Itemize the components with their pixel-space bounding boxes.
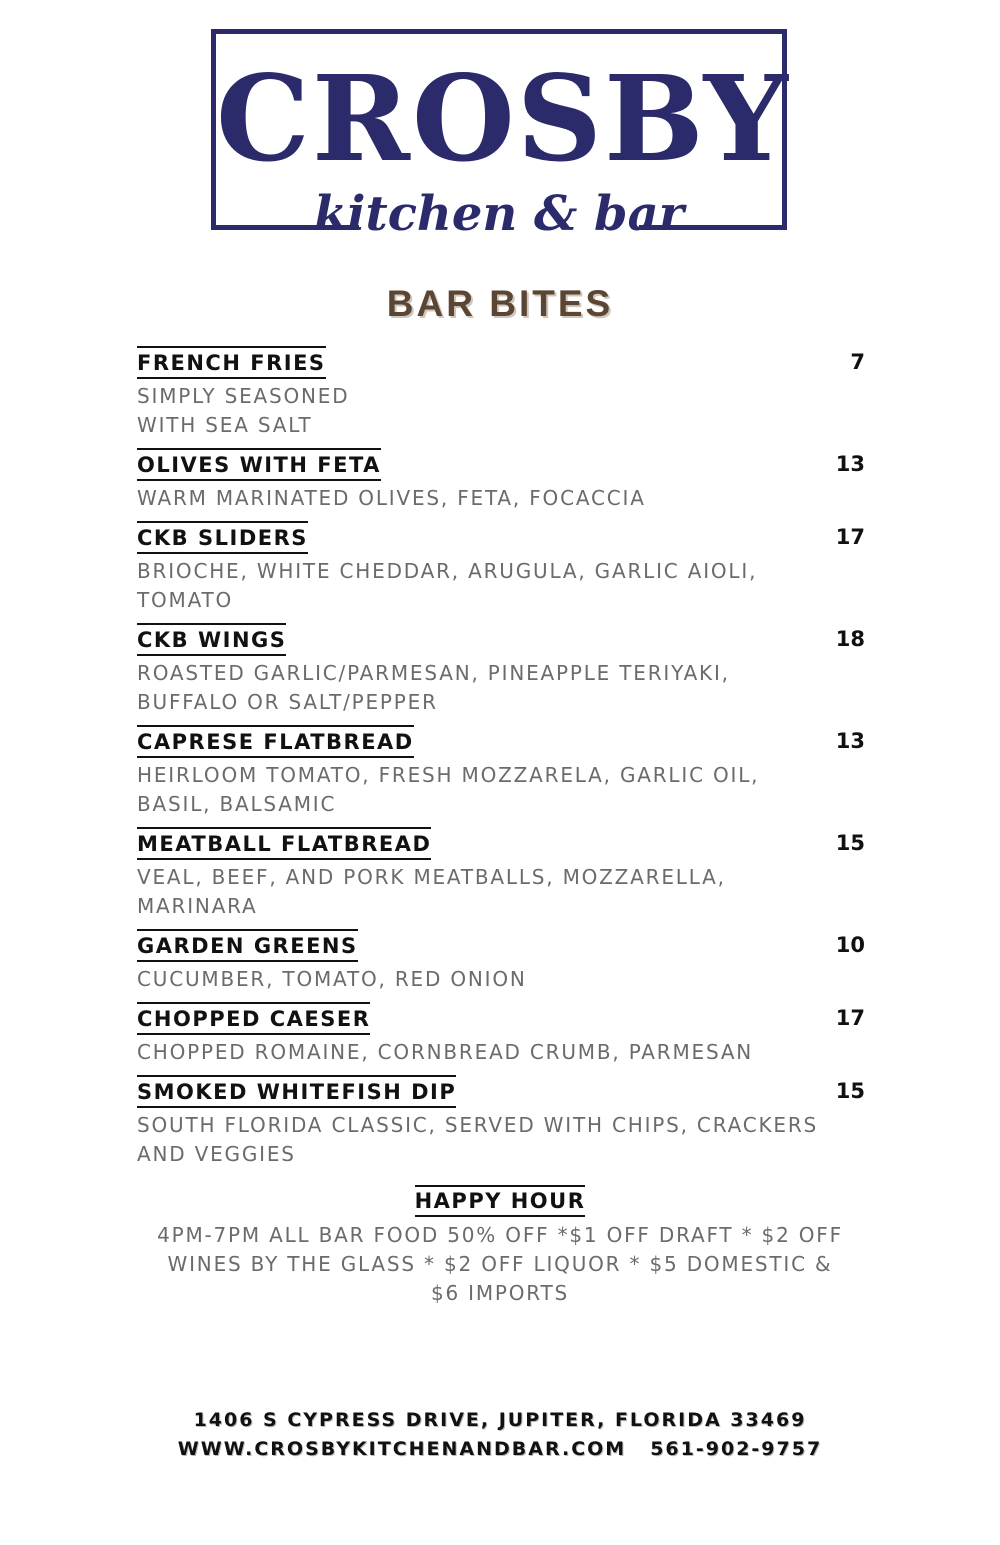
item-price: 10 <box>835 933 865 957</box>
happy-hour-title: HAPPY HOUR <box>415 1185 586 1217</box>
item-price: 13 <box>835 729 865 753</box>
menu-item <box>137 827 865 929</box>
address: 1406 S CYPRESS DRIVE, JUPITER, FLORIDA 33469 <box>193 1409 807 1431</box>
item-name: OLIVES WITH FETA <box>137 448 381 481</box>
item-name: MEATBALL FLATBREAD <box>137 827 431 860</box>
item-name: CAPRESE FLATBREAD <box>137 725 414 758</box>
item-description-line: BASIL, BALSAMIC <box>137 792 337 816</box>
item-name: CKB WINGS <box>137 623 286 656</box>
item-description-line: BUFFALO OR SALT/PEPPER <box>137 690 438 714</box>
item-description <box>137 484 865 521</box>
happy-hour-line: 4PM-7PM ALL BAR FOOD 50% OFF *$1 OFF DRAFT * $2 OFF <box>157 1223 843 1247</box>
happy-hour <box>150 1185 850 1308</box>
item-description-line: MARINARA <box>137 894 258 918</box>
menu-item <box>137 448 865 521</box>
item-description-line: BRIOCHE, WHITE CHEDDAR, ARUGULA, GARLIC AIOLI, <box>137 559 758 583</box>
item-name: GARDEN GREENS <box>137 929 358 962</box>
item-description-line: SIMPLY SEASONED <box>137 384 350 408</box>
item-price: 17 <box>835 1006 865 1030</box>
item-description <box>137 863 865 929</box>
item-description-line: CUCUMBER, TOMATO, RED ONION <box>137 967 527 991</box>
menu-item <box>137 346 865 448</box>
item-description-line: HEIRLOOM TOMATO, FRESH MOZZARELA, GARLIC OIL, <box>137 763 760 787</box>
website-link[interactable]: WWW.CROSBYKITCHENANDBAR.COM <box>177 1438 627 1460</box>
happy-hour-details <box>150 1221 850 1308</box>
menu-list <box>137 346 865 1177</box>
item-description-line: VEAL, BEEF, AND PORK MEATBALLS, MOZZARELLA, <box>137 865 726 889</box>
item-price: 15 <box>835 831 865 855</box>
item-description <box>137 761 865 827</box>
item-description <box>137 1038 865 1075</box>
item-name: CKB SLIDERS <box>137 521 308 554</box>
menu-item <box>137 623 865 725</box>
item-name: FRENCH FRIES <box>137 346 326 379</box>
contact-line <box>0 1435 1000 1464</box>
item-description-line: ROASTED GARLIC/PARMESAN, PINEAPPLE TERIYAKI, <box>137 661 730 685</box>
phone-number[interactable]: 561-902-9757 <box>650 1438 823 1460</box>
menu-item <box>137 725 865 827</box>
item-name: SMOKED WHITEFISH DIP <box>137 1075 456 1108</box>
logo <box>211 29 790 242</box>
item-name: CHOPPED CAESER <box>137 1002 370 1035</box>
item-description <box>137 659 865 725</box>
item-description-line: WITH SEA SALT <box>137 413 313 437</box>
menu-item <box>137 1075 865 1177</box>
item-description <box>137 965 865 1002</box>
item-description-line: AND VEGGIES <box>137 1142 296 1166</box>
item-description <box>137 1111 865 1177</box>
item-price: 7 <box>850 350 865 374</box>
logo-title: CROSBY <box>216 49 790 188</box>
item-description-line: CHOPPED ROMAINE, CORNBREAD CRUMB, PARMESAN <box>137 1040 754 1064</box>
menu-item <box>137 521 865 623</box>
footer <box>0 1406 1000 1464</box>
item-description-line: TOMATO <box>137 588 234 612</box>
item-price: 17 <box>835 525 865 549</box>
item-description <box>137 557 865 623</box>
menu-item <box>137 929 865 1002</box>
happy-hour-line: WINES BY THE GLASS * $2 OFF LIQUOR * $5 DOMESTIC & <box>167 1252 833 1276</box>
item-price: 18 <box>835 627 865 651</box>
item-price: 15 <box>835 1079 865 1103</box>
item-price: 13 <box>835 452 865 476</box>
item-description-line: WARM MARINATED OLIVES, FETA, FOCACCIA <box>137 486 646 510</box>
item-description-line: SOUTH FLORIDA CLASSIC, SERVED WITH CHIPS, CRACKERS <box>137 1113 819 1137</box>
section-title: BAR BITES <box>386 283 614 324</box>
happy-hour-line: $6 IMPORTS <box>430 1281 570 1305</box>
logo-subtitle: kitchen & bar <box>314 186 684 242</box>
menu-item <box>137 1002 865 1075</box>
item-description <box>137 382 865 448</box>
